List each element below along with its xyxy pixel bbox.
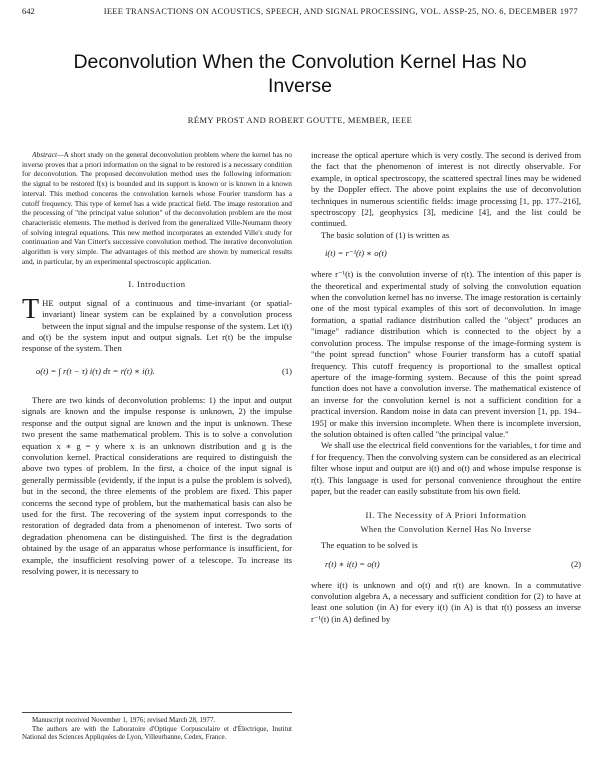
section-heading-2: II. The Necessity of A Priori Information [365,510,527,521]
running-header [22,6,578,18]
intro-paragraph-2: There are two kinds of deconvolution problems: 1) the input and output signals are known and the impulse response is unknown, 2) the impulse response and the output signal are known and the input is unknown. These two present the same mathematical problem. This is to solve a convolution equation x ∗ g = y where x is an unknown distribution and g is the convolution kernel. Practical considerations are required to distinguish the above two types of problem. In the first, a choice of the input signal is generally permissible (evidently, if the input is a pulse the problem is solved), but in the second, the three elements of the problem are fixed. This paper concerns the second type of problem, but the mathematical basis can also be used for the first. The recovering of the system input corresponds to the restoration of degraded data from a phenomenon of interest. Two sorts of degradation phenomena can be distinguished. The first is the degradation obtained by the usage of an apparatus whose performance is insufficient, for example, the insufficient resolving power of a telescope. To increase its resolving power, it is necessary to [22,394,292,576]
equation-1 [22,359,292,389]
right-paragraph-6: where i(t) is unknown and o(t) and r(t) are known. In a commutative convolution algebra A, a necessary and sufficient condition for (2) to have at least one solution (in A) for every i(t) (in A) is that r(t) possess an inverse r⁻¹(t) (in A) defined by [311,579,581,624]
left-column [22,150,292,577]
intro-paragraph-1-text: HE output signal of a continuous and time-invariant (or spatial-invariant) linear system can be explained by a convolution process between the input signal and the impulse response of the system. Let i(t) and o(t) be the system input and output signals. Let r(t) be the impulse response of the system. Then [22,297,292,354]
right-paragraph-1: increase the optical aperture which is very costly. The second is derived from the fact that the phenomenon of interest is not directly observable. For example, in optical spectroscopy, the scattered spectral lines may be widened by the Doppler effect. The above point explains the use of deconvolution techniques in numerous scientific fields: image processing [1, pp. 177–216], spectroscopy [2], geophysics [3], medicine [4], and the list could be continued. [311,150,581,229]
equation-1-body: o(t) = ∫ r(t − τ) i(τ) dτ = r(t) ∗ i(t). [36,365,155,376]
right-paragraph-3: where r⁻¹(t) is the convolution inverse of r(t). The intention of this paper is the theoretical and experimental study of solving the convolution equation when the convolution kernel has no inverse. The image restoration is certainly one of the most typical examples of this sort of deconvolution. In image formation, a spatial radiance distribution called the "object" produces an "image" radiance distribution which is connected to the object by a convolution process. The impulse response of the image-forming system is "the point spread function" whose Fourier transform has a cutoff spatial frequency. This cutoff frequency is proportional to the smallest optical aperture of the image-forming system. Because of this the point spread function does not have a convolution inverse. The mathematical existence of an inverse for the convolution kernel is not a sufficient condition for a practical inversion. Random noise in data can prevent inversion [1, pp. 194–195] or make this inversion incomplete. When there is incomplete inversion, the solution obtained is often called "the principal value." [311,269,581,439]
intro-paragraph-1 [22,293,292,355]
abstract [22,150,292,266]
equation-1-number: (1) [281,365,292,376]
equation-basic-solution [311,245,581,263]
equation-2-number: (2) [570,558,581,569]
equation-2 [311,556,581,574]
right-paragraph-4: We shall use the electrical field conventions for the variables, t for time and f for frequency. Then the convolving system can be considered as an electrical filter whose input and output are i(t) and o(t) and whose impulse response is r(t). This language is used for personal convenience throughout the entire paper, but the reader can easily substitute from his own field. [311,440,581,496]
equation-2-body: r(t) ∗ i(t) = o(t) [325,558,380,569]
abstract-label: Abstract— [32,150,64,159]
right-paragraph-2: The basic solution of (1) is written as [321,229,450,240]
footnote-received: Manuscript received November 1, 1976; revised March 28, 1977. [32,716,216,724]
right-column [311,150,581,625]
drop-cap: T [22,293,40,325]
paper-title: Deconvolution When the Convolution Kernel Has No Inverse [73,51,527,97]
right-paragraph-5: The equation to be solved is [321,540,418,551]
section-heading-introduction: I. Introduction [128,279,186,290]
equation-basic-solution-body: i(t) = r⁻¹(t) ∗ o(t) [325,248,387,259]
page-number: 642 [22,6,35,16]
footnote [22,712,292,742]
author-line: RÉMY PROST AND ROBERT GOUTTE, MEMBER, IEEE [187,115,413,125]
footnote-affiliation: The authors are with the Laboratoire d'Optique Corpusculaire et d'Électrique, Institut National des Sciences Appliquées de Lyon, Villeurbanne, Cedex, France. [22,724,292,742]
section-heading-2-subtitle: When the Convolution Kernel Has No Inverse [360,524,532,534]
running-title: IEEE TRANSACTIONS ON ACOUSTICS, SPEECH, AND SIGNAL PROCESSING, VOL. ASSP-25, NO. 6, DECEMBER 1977 [103,6,578,16]
abstract-text: A short study on the general deconvolution problem where the kernel has no inverse proves that a priori information on the signal to be restored is a necessary condition for deconvolution. The proposed deconvolution method uses the following information: the signal to be restored f(x) is bounded and its support is known or is known in a known interval. This method concerns the convolution kernels whose Fourier transform has a cutoff frequency. This type of kernel has a wide practical field. The image restoration and the processing of "the principal value solution" of the deconvolution problem are the most characteristic elements. The method is derived from the generalized Ville-Neumann theory of solving integral equations. This new method incorporates an extended Ville's study for continuation and Van Cittert's successive convolution method. The iterative deconvolution algorithm is very simple. The advantages of this method are shown by numerical results and, in particular, by an experimental spectroscopic application. [22,150,292,266]
